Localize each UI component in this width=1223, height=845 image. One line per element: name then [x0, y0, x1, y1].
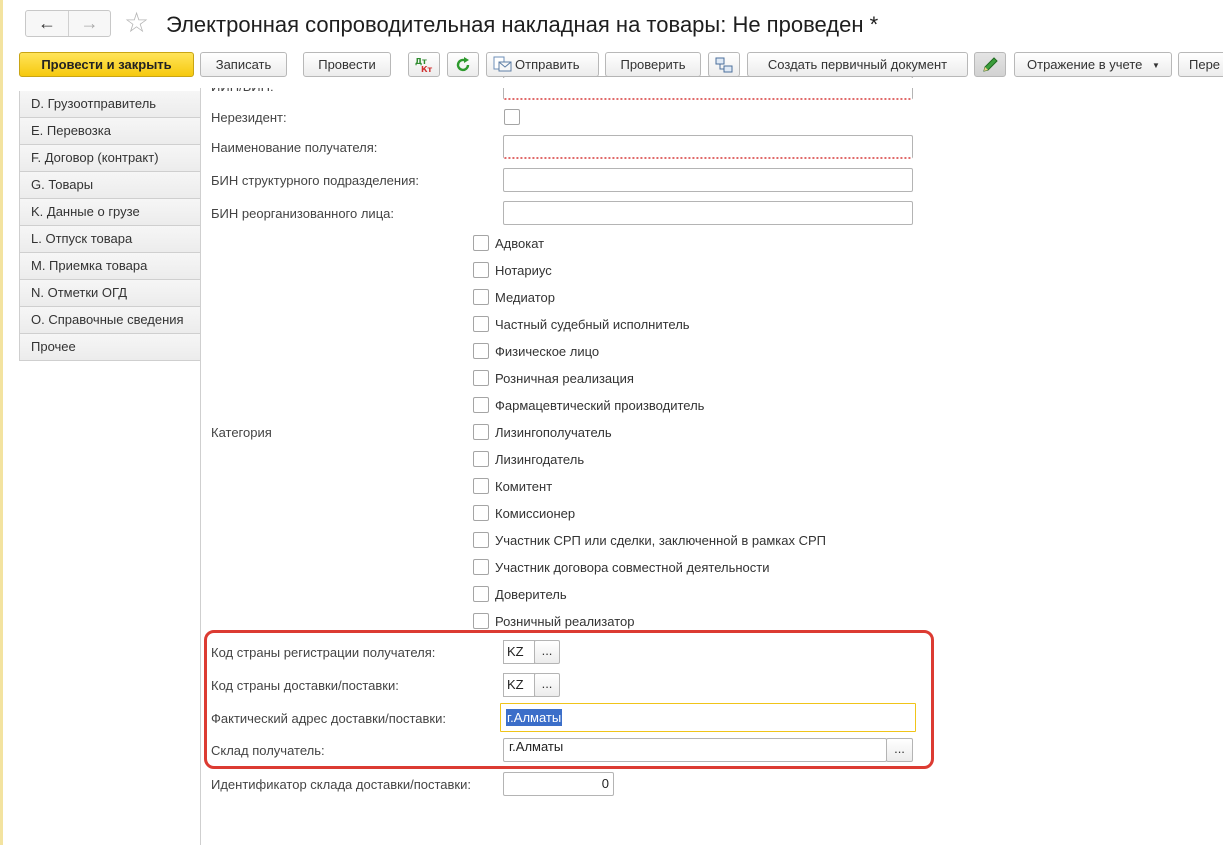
- sidebar-item-goods-release[interactable]: L. Отпуск товара: [19, 226, 201, 253]
- category-label-retailer: Розничный реализатор: [495, 614, 635, 629]
- sidebar-item-cargo-data[interactable]: K. Данные о грузе: [19, 199, 201, 226]
- category-checkbox-individual[interactable]: [473, 343, 489, 359]
- bin-reorg-field[interactable]: [503, 201, 913, 225]
- recipient-name-field[interactable]: [503, 135, 913, 159]
- check-button[interactable]: Проверить: [605, 52, 701, 77]
- category-label-individual: Физическое лицо: [495, 344, 600, 359]
- pencil-icon: [981, 56, 999, 74]
- sidebar-item-transport[interactable]: E. Перевозка: [19, 118, 201, 145]
- create-primary-document-button[interactable]: Создать первичный документ: [747, 52, 968, 77]
- delivery-country-select-button[interactable]: ...: [534, 673, 560, 697]
- category-checkbox-mediator[interactable]: [473, 289, 489, 305]
- category-label-pharma: Фармацевтический производитель: [495, 398, 705, 413]
- warehouse-id-field[interactable]: 0: [503, 772, 614, 796]
- dt-kt-icon: [413, 56, 435, 74]
- save-button[interactable]: Записать: [200, 52, 287, 77]
- category-checkbox-commission-agent[interactable]: [473, 505, 489, 521]
- dt-kt-button[interactable]: [408, 52, 440, 77]
- more-button[interactable]: Пере: [1178, 52, 1223, 77]
- edit-button[interactable]: [974, 52, 1006, 77]
- category-checkbox-lessor[interactable]: [473, 451, 489, 467]
- delivery-country-field[interactable]: KZ: [503, 673, 535, 697]
- refresh-icon: [454, 56, 472, 74]
- category-label-consignor: Комитент: [495, 479, 553, 494]
- category-label-lessee: Лизингополучатель: [495, 425, 612, 440]
- sidebar-item-ogd-marks[interactable]: N. Отметки ОГД: [19, 280, 201, 307]
- reg-country-label: Код страны регистрации получателя:: [211, 645, 436, 660]
- category-checkbox-advocate[interactable]: [473, 235, 489, 251]
- refresh-button[interactable]: [447, 52, 479, 77]
- category-label: Категория: [211, 425, 272, 440]
- actual-address-value: г.Алматы: [507, 710, 562, 725]
- svg-text:Дт: Дт: [415, 56, 427, 66]
- category-checkbox-joint-activity[interactable]: [473, 559, 489, 575]
- bin-branch-field[interactable]: [503, 168, 913, 192]
- send-envelope-icon: [493, 56, 513, 74]
- document-structure-icon: [714, 56, 734, 74]
- category-checkbox-bailiff[interactable]: [473, 316, 489, 332]
- post-and-close-button[interactable]: Провести и закрыть: [19, 52, 194, 77]
- category-checkbox-psa-participant[interactable]: [473, 532, 489, 548]
- accounting-dropdown[interactable]: [1014, 52, 1172, 77]
- sidebar-item-other[interactable]: Прочее: [19, 334, 201, 361]
- actual-address-label: Фактический адрес доставки/поставки:: [211, 711, 446, 726]
- category-label-lessor: Лизингодатель: [495, 452, 585, 467]
- dropdown-caret-icon: ▼: [1152, 61, 1160, 71]
- category-checkbox-retail-sale[interactable]: [473, 370, 489, 386]
- category-label-mediator: Медиатор: [495, 290, 555, 305]
- category-label-psa-participant: Участник СРП или сделки, заключенной в рамках СРП: [495, 533, 827, 548]
- forward-arrow-icon[interactable]: →: [68, 11, 110, 36]
- bin-branch-label: БИН структурного подразделения:: [211, 173, 419, 188]
- window-title: Электронная сопроводительная накладная на товары: Не проведен *: [166, 12, 879, 37]
- recipient-name-label: Наименование получателя:: [211, 140, 378, 155]
- nonresident-checkbox[interactable]: [504, 109, 520, 125]
- warehouse-id-label: Идентификатор склада доставки/поставки:: [211, 777, 471, 792]
- category-checkbox-principal[interactable]: [473, 586, 489, 602]
- structure-button[interactable]: [708, 52, 740, 77]
- sidebar-item-goods-receipt[interactable]: M. Приемка товара: [19, 253, 201, 280]
- category-checkbox-retailer[interactable]: [473, 613, 489, 629]
- sidebar-item-shipper[interactable]: D. Грузоотправитель: [19, 91, 201, 118]
- post-button[interactable]: Провести: [303, 52, 391, 77]
- sidebar-item-goods[interactable]: G. Товары: [19, 172, 201, 199]
- toolbar-bottom-mask: [202, 78, 942, 88]
- category-checkbox-lessee[interactable]: [473, 424, 489, 440]
- history-nav: [25, 10, 111, 37]
- category-label-retail-sale: Розничная реализация: [495, 371, 634, 386]
- category-label-notary: Нотариус: [495, 263, 552, 278]
- category-label-bailiff: Частный судебный исполнитель: [495, 317, 690, 332]
- warehouse-select-button[interactable]: ...: [886, 738, 913, 762]
- accounting-dropdown-label: Отражение в учете: [1027, 57, 1143, 72]
- bin-reorg-label: БИН реорганизованного лица:: [211, 206, 394, 221]
- warehouse-label: Склад получатель:: [211, 743, 325, 758]
- favorite-star-icon[interactable]: ☆: [124, 7, 150, 38]
- category-label-principal: Доверитель: [495, 587, 567, 602]
- reg-country-field[interactable]: KZ: [503, 640, 535, 664]
- reg-country-select-button[interactable]: ...: [534, 640, 560, 664]
- nonresident-label: Нерезидент:: [211, 110, 287, 125]
- category-label-advocate: Адвокат: [495, 236, 545, 251]
- category-checkbox-notary[interactable]: [473, 262, 489, 278]
- category-checkbox-pharma[interactable]: [473, 397, 489, 413]
- back-arrow-icon[interactable]: ←: [37, 13, 56, 33]
- warehouse-field[interactable]: г.Алматы: [503, 738, 887, 762]
- sidebar-item-contract[interactable]: F. Договор (контракт): [19, 145, 201, 172]
- category-label-joint-activity: Участник договора совместной деятельности: [495, 560, 770, 575]
- sidebar-item-reference-info[interactable]: O. Справочные сведения: [19, 307, 201, 334]
- send-button[interactable]: [486, 52, 599, 77]
- category-checkbox-consignor[interactable]: [473, 478, 489, 494]
- category-label-commission-agent: Комиссионер: [495, 506, 576, 521]
- send-button-label: Отправить: [515, 57, 580, 72]
- svg-text:Кт: Кт: [421, 64, 433, 74]
- actual-address-field[interactable]: [500, 703, 916, 732]
- delivery-country-label: Код страны доставки/поставки:: [211, 678, 399, 693]
- window-left-edge: [0, 0, 3, 845]
